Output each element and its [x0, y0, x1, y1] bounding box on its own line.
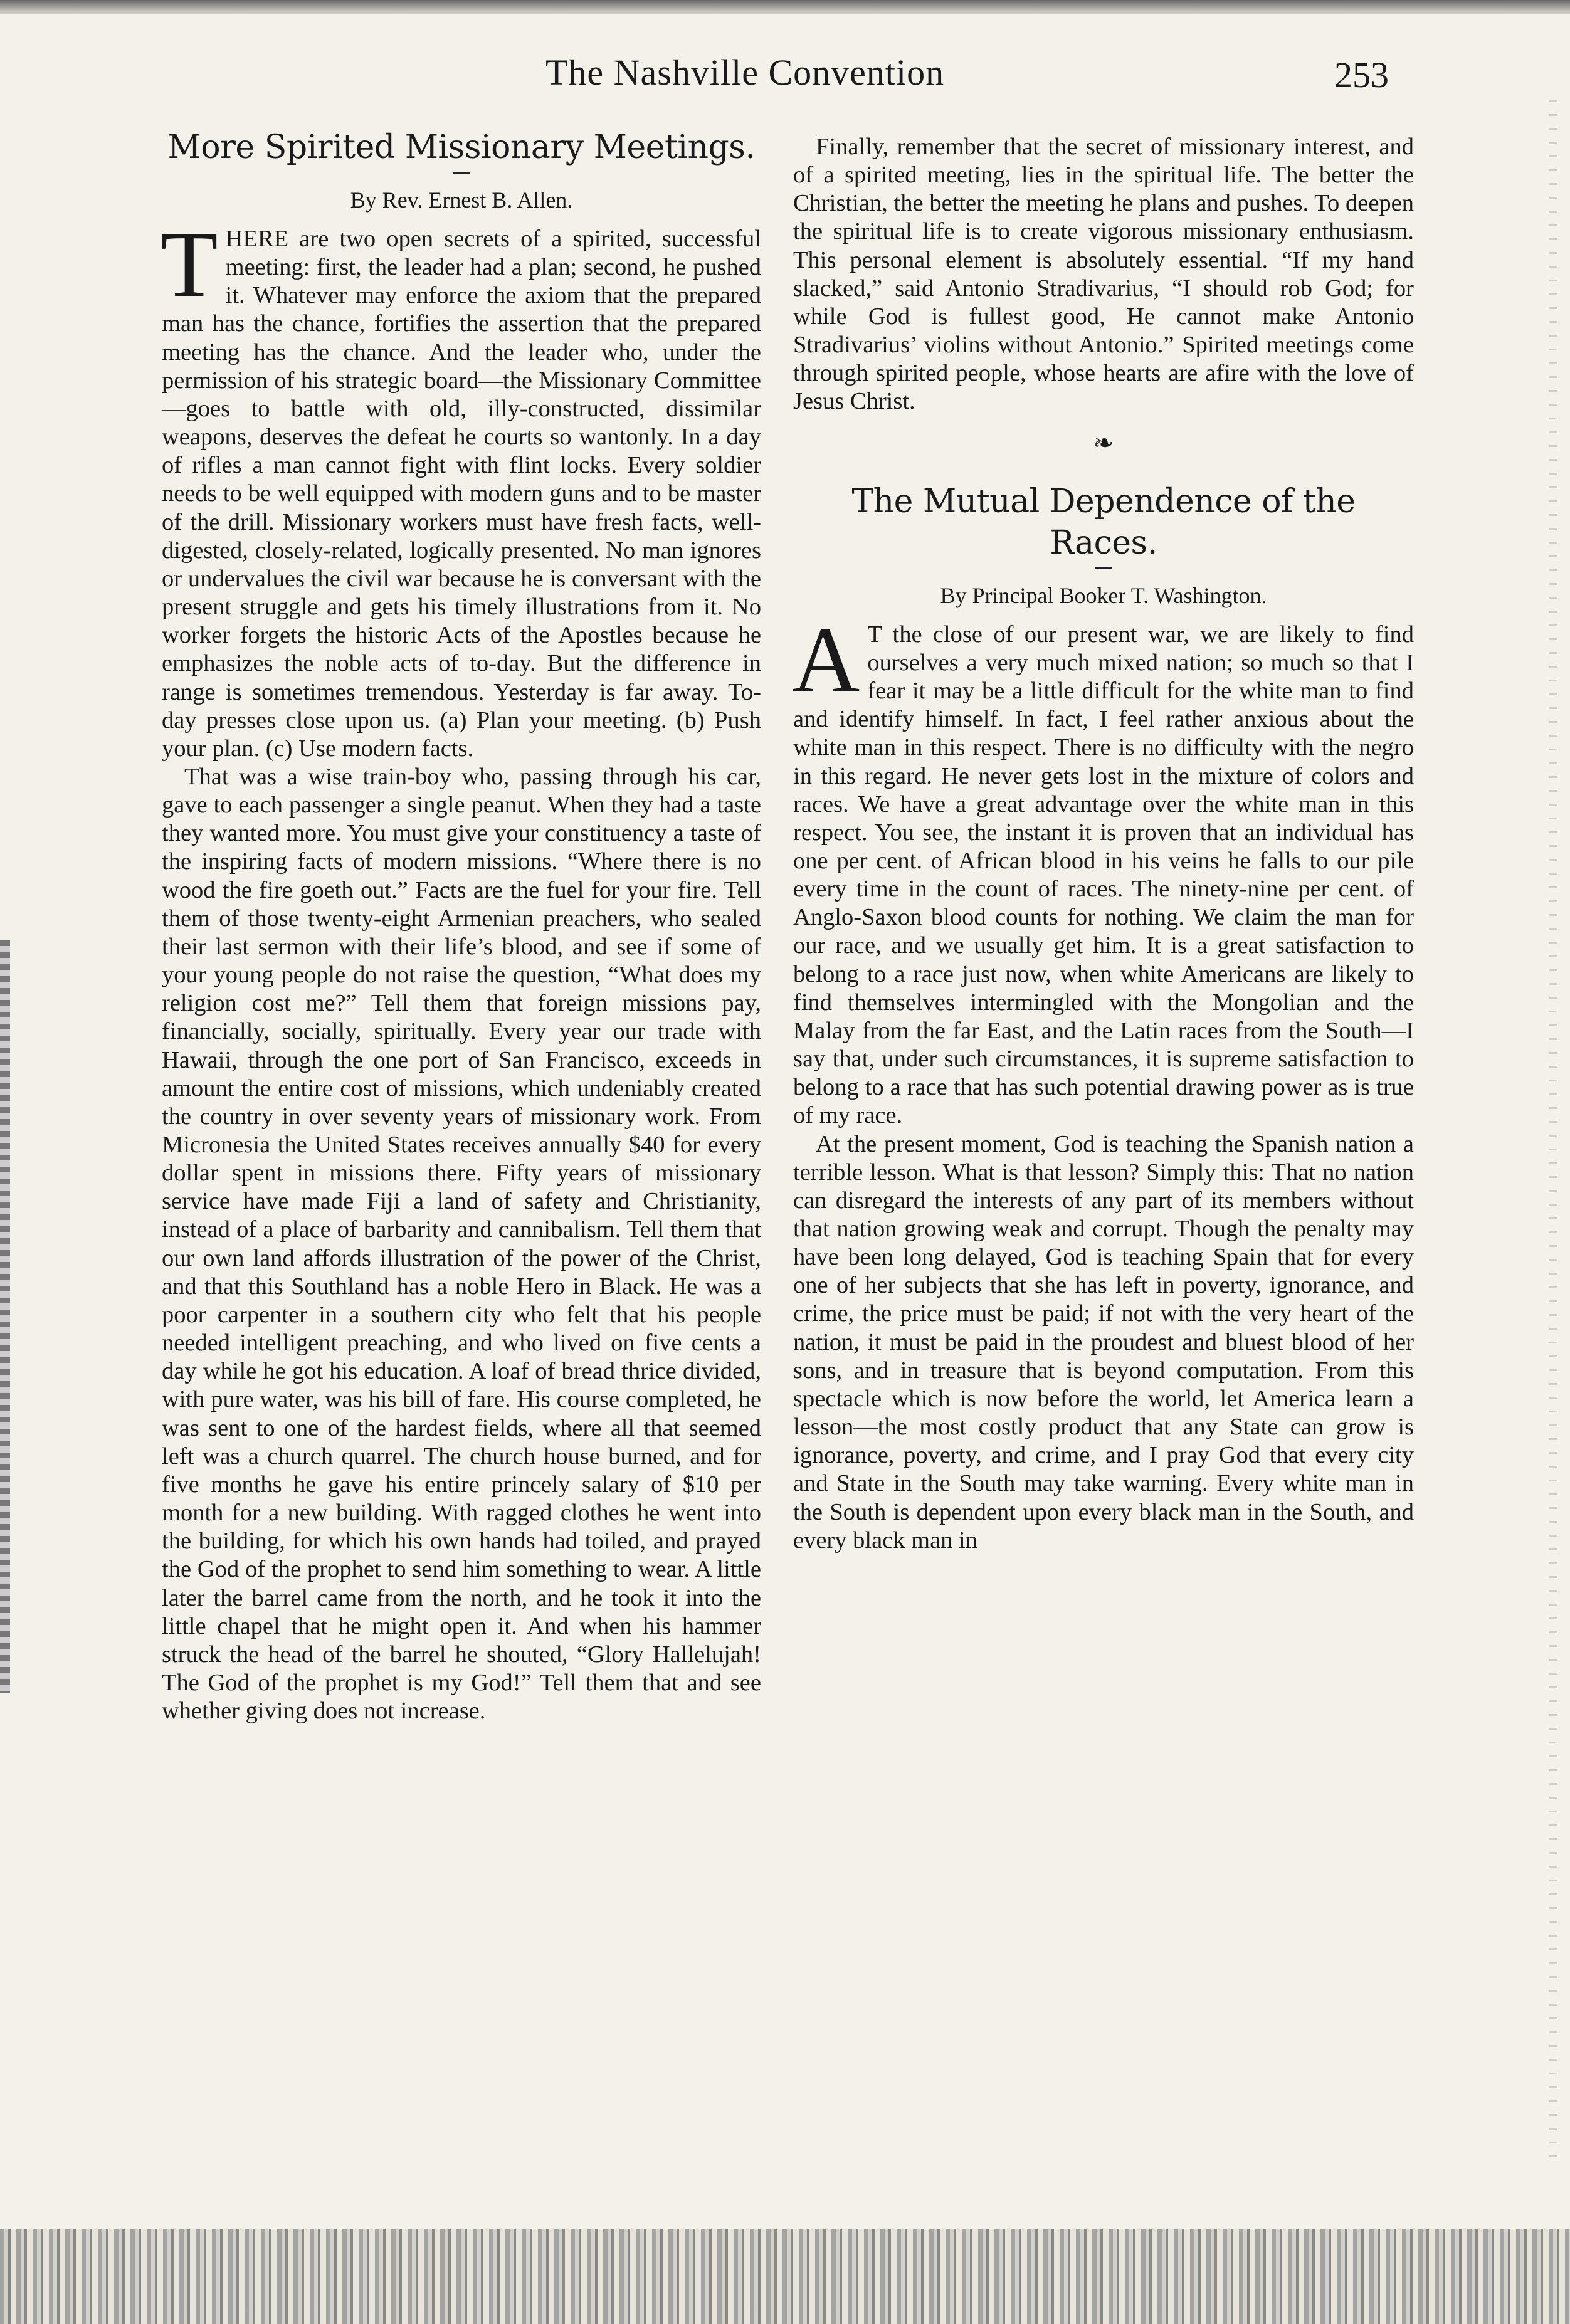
- page-number: 253: [1334, 55, 1389, 95]
- article-title-mutual-dependence: The Mutual Dependence of the Races.: [851, 482, 1356, 562]
- paragraph: THERE are two open secrets of a spirited, successful meeting: first, the leader had a plan; second, he pushed it. Whatever may enforce the axiom that the prepared man has the chance, fortifies the assertion that the prepared meeting has the chance. And the leader who, under the permission of his strategic board—the Missionary Committee—goes to battle with old, illy-constructed, dissimilar weapons, deserves the defeat he courts so wantonly. In a day of rifles a man cannot fight with flint locks. Every soldier needs to be well equipped with modern guns and to be master of the drill. Missionary workers must have fresh facts, well-digested, closely-related, logically presented. No man ignores or undervalues the civil war because he is conversant with the present struggle and gets his timely illustrations from it. No worker forgets the historic Acts of the Apostles because he emphasizes the noble acts of to-day. But the difference in range is sometimes tremendous. Yesterday is far away. To-day presses close upon us. (a) Plan your meeting. (b) Push your plan. (c) Use modern facts.: [161, 213, 761, 762]
- title-rule: [453, 172, 470, 174]
- scan-edge-left: [0, 940, 10, 1693]
- paragraph: AT the close of our present war, we are likely to find ourselves a very much mixed nation; so much so that I fear it may be a little difficult for the white man to find and identify himself. In fact, I feel rather anxious about the white man in this respect. There is no difficulty with the negro in this regard. He never gets lost in the mixture of colors and races. We have a great advantage over the white man in this respect. You see, the instant it is proven that an individual has one per cent. of African blood in his veins he falls to our pile every time in the count of races. The ninety-nine per cent. of Anglo-Saxon blood counts for nothing. We claim the man for our race, and we usually get him. It is a great satisfaction to belong to a race just now, when white Americans are likely to find themselves intermingled with the Mongolian and the Malay from the far East, and the Latin races from the South—I say that, under such circumstances, it is supreme satisfaction to belong to a race that has such potential drawing power as is true of my race.: [792, 607, 1414, 1129]
- scan-edge-bottom: [0, 2229, 1570, 2324]
- running-head: [0, 51, 1570, 108]
- paragraph: Finally, remember that the secret of missionary interest, and of a spirited meeting, lies in the spiritual life. The better the Christian, the better the meeting he plans and pushes. To deepen the spiritual life is to create vigorous missionary enthusiasm. This personal element is absolutely essential. “If my hand slacked,” said Antonio Stradivarius, “I should rob God; for while God is fullest good, He cannot make Antonio Stradivarius’ violins without Antonio.” Spirited meetings come through spirited people, whose hearts are afire with the love of Jesus Christ.: [793, 134, 1414, 415]
- article-title-missionary-meetings: More Spirited Missionary Meetings.: [167, 129, 756, 166]
- paragraph: That was a wise train-boy who, passing through his car, gave to each passenger a single peanut. When they had a taste they wanted more. You must give your constituency a taste of the inspiring facts of modern missions. “Where there is no wood the fire goeth out.” Facts are the fuel for your fire. Tell them of those twenty-eight Armenian preachers, who sealed their last sermon with their life’s blood, and see if some of your young people do not raise the question, “What does my religion cost me?” Tell them that foreign missions pay, financially, socially, spiritually. Every year our trade with Hawaii, through the one port of San Francisco, exceeds in amount the entire cost of missions, which undeniably created the country in over seventy years of missionary work. From Micronesia the United States receives annually $40 for every dollar spent in missions there. Fifty years of missionary service have made Fiji a land of safety and Christianity, instead of a place of barbarity and cannibalism. Tell them that our own land affords illustration of the power of the Christ, and that this Southland has a noble Hero in Black. He was a poor carpenter in a southern city who felt that his people needed intelligent preaching, and who lived on five cents a day while he got his education. A loaf of bread thrice divided, with pure water, was his bill of fare. His course completed, he was sent to one of the hardest fields, where all that seemed left was a church quarrel. The church house burned, and for five months he gave his entire princely salary of $10 per month for a new building. With ragged clothes he went into the building, for which his own hands had toiled, and prayed the God of the prophet to send him something to wear. A little later the barrel came from the north, and he took it into the little chapel that he might open it. And when his hammer struck the head of the barrel he shouted, “Glory Hallelujah! The God of the prophet is my God!” Tell them that and see whether giving does not increase.: [162, 763, 761, 1725]
- ornament-icon: ❧: [1093, 428, 1114, 457]
- byline-washington: By Principal Booker T. Washington.: [940, 582, 1267, 608]
- scan-edge-top: [0, 0, 1570, 14]
- column-right: [793, 133, 1414, 1555]
- column-left: [162, 127, 761, 1725]
- scan-edge-right: [1549, 100, 1557, 2169]
- running-head-title: The Nashville Convention: [545, 52, 945, 93]
- title-rule: [1095, 567, 1112, 569]
- paragraph: At the present moment, God is teaching the Spanish nation a terrible lesson. What is that lesson? Simply this: That no nation can disregard the interests of any part of its members without that nation growing weak and corrupt. Though the penalty may have been long delayed, God is teaching Spain that for every one of her subjects that she has left in poverty, ignorance, and crime, the price must be paid; if not with the very heart of the nation, it must be paid in the proudest and bluest blood of her sons, and in treasure that is beyond computation. From this spectacle which is now before the world, let America learn a lesson—the most costly product that any State can grow is ignorance, poverty, and crime, and I pray God that every city and State in the South may take warning. Every white man in the South is dependent upon every black man in the South, and every black man in: [793, 1130, 1414, 1554]
- byline-allen: By Rev. Ernest B. Allen.: [350, 187, 573, 213]
